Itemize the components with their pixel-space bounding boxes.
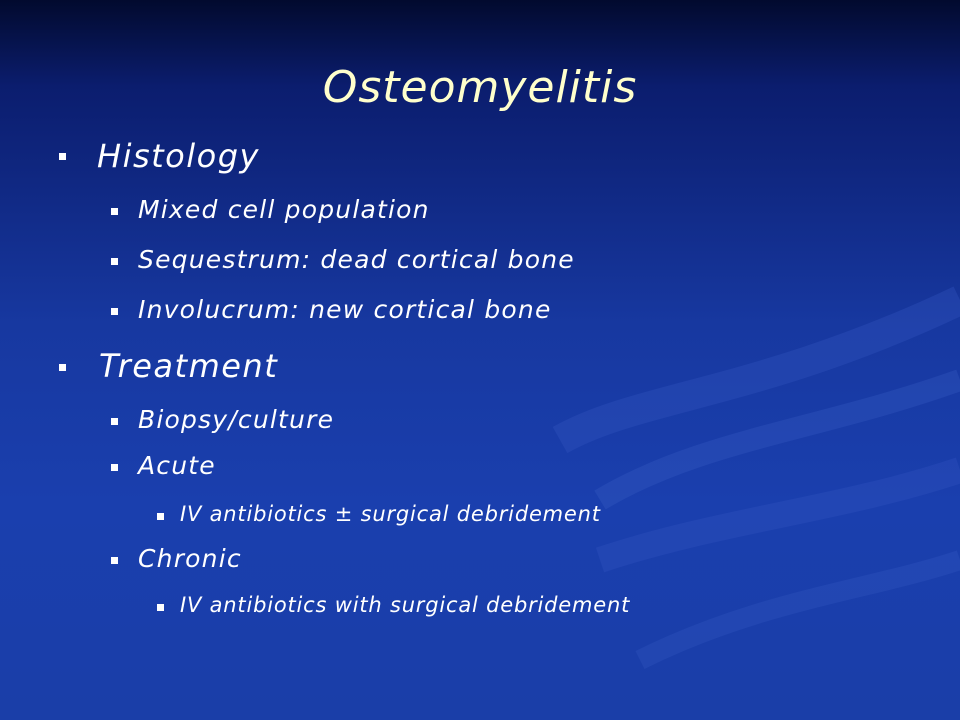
bullet-icon xyxy=(111,464,118,471)
bullet-icon xyxy=(111,258,118,265)
list-item: Chronic xyxy=(138,544,242,573)
list-item: Sequestrum: dead cortical bone xyxy=(138,245,575,274)
bullet-icon xyxy=(157,513,164,520)
section-heading-treatment: Treatment xyxy=(99,347,279,385)
list-item: Involucrum: new cortical bone xyxy=(138,295,552,324)
sub-list-item: IV antibiotics ± surgical debridement xyxy=(180,502,601,526)
bullet-icon xyxy=(111,557,118,564)
bullet-icon xyxy=(111,308,118,315)
list-item: Acute xyxy=(138,451,216,480)
list-item: Mixed cell population xyxy=(138,195,430,224)
bullet-icon xyxy=(111,208,118,215)
bullet-icon xyxy=(157,604,164,611)
sub-list-item: IV antibiotics with surgical debridement xyxy=(180,593,631,617)
list-item: Biopsy/culture xyxy=(138,405,335,434)
bullet-icon xyxy=(59,364,66,371)
section-heading-histology: Histology xyxy=(97,137,260,175)
bullet-icon xyxy=(111,418,118,425)
bullet-icon xyxy=(59,153,66,160)
slide-title: Osteomyelitis xyxy=(322,62,638,113)
